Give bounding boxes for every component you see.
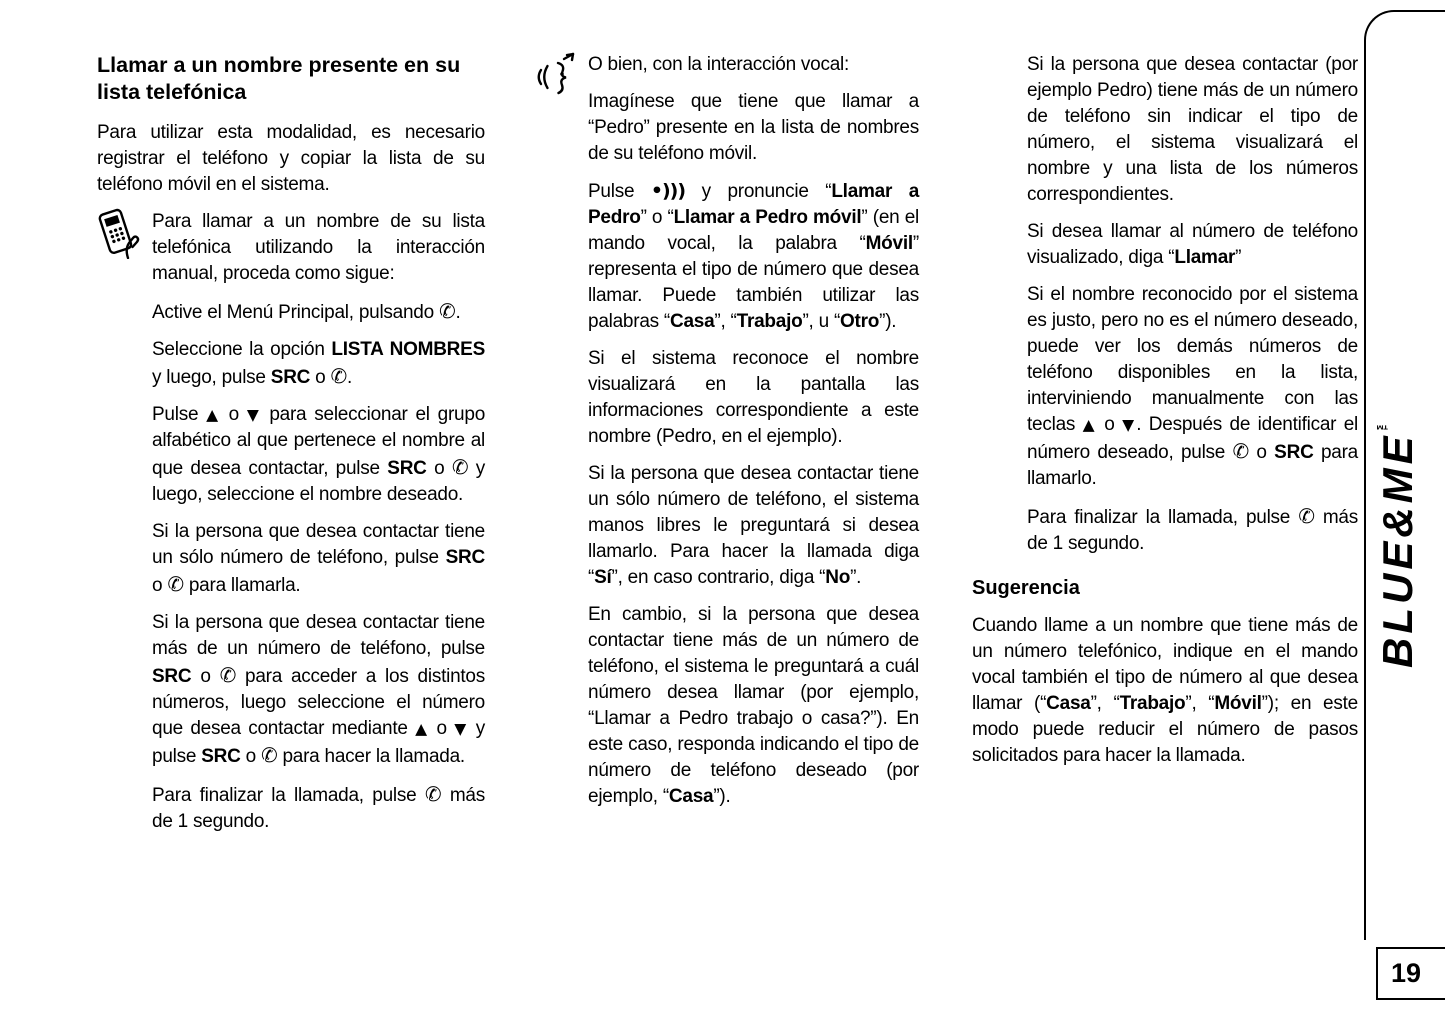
brand-logo bbox=[1374, 338, 1422, 668]
paragraph: O bien, con la interacción vocal: bbox=[533, 52, 919, 78]
section-heading: Sugerencia bbox=[972, 577, 1080, 599]
paragraph: Si la persona que desea contactar tiene un sólo número de teléfono, el sistema manos libres le preguntará si desea llamarlo. Para hacer la llamada diga “Sí”, en caso contrario, diga “No”. bbox=[588, 463, 919, 588]
phone-symbol-icon: ✆ bbox=[1298, 504, 1315, 528]
phone-symbol-icon: ✆ bbox=[219, 663, 237, 687]
up-symbol-icon: ▲ bbox=[1082, 416, 1097, 434]
paragraph: Active el Menú Principal, pulsando ✆. bbox=[152, 299, 461, 323]
paragraph: Pulse •))) y pronuncie “Llamar a Pedro” o “Llamar a Pedro móvil” (en el mando vocal, la palabra “Móvil” representa el tipo de número que desea llamar. Puede también utilizar las palabras “Casa”, “Trabajo”, u “Otro”). bbox=[588, 180, 920, 332]
phone-symbol-icon: ✆ bbox=[438, 299, 456, 323]
voice-symbol-icon: •))) bbox=[650, 180, 686, 202]
phone-symbol-icon: ✆ bbox=[260, 743, 278, 767]
column-middle bbox=[533, 52, 919, 821]
phone-symbol-icon: ✆ bbox=[1232, 439, 1250, 463]
phone-symbol-icon: ✆ bbox=[451, 455, 469, 479]
brand-name: BLUE&ME bbox=[1374, 432, 1421, 668]
page-number: 19 bbox=[1391, 958, 1422, 988]
down-symbol-icon: ▼ bbox=[454, 720, 469, 738]
paragraph: Si el sistema reconoce el nombre visualizará en la pantalla las informaciones correspondiente a este nombre (Pedro, en el ejemplo). bbox=[588, 348, 919, 447]
up-symbol-icon: ▲ bbox=[415, 720, 430, 738]
paragraph: Si desea llamar al número de teléfono visualizado, diga “Llamar” bbox=[1027, 221, 1358, 268]
paragraph: Si la persona que desea contactar tiene un sólo número de teléfono, pulse SRC o ✆ para llamarla. bbox=[152, 521, 485, 596]
page-number-box bbox=[1376, 947, 1445, 1000]
paragraph: Si la persona que desea contactar tiene más de un número de teléfono, pulse SRC o ✆ para acceder a los distintos números, luego seleccione el número que desea contactar mediante ▲ o ▼ y pulse SRC o ✆ para hacer la llamada. bbox=[152, 612, 485, 767]
column-right bbox=[972, 52, 1358, 780]
section-heading: Llamar a un nombre presente en su lista telefónica bbox=[97, 53, 461, 104]
paragraph: Imagínese que tiene que llamar a “Pedro” presente en la lista de nombres de su teléfono móvil. bbox=[588, 91, 919, 164]
paragraph: Para finalizar la llamada, pulse ✆ más de 1 segundo. bbox=[1027, 504, 1358, 554]
paragraph: En cambio, si la persona que desea contactar tiene más de un número de teléfono, el sistema le preguntará a cuál número desea llamar (por ejemplo, “Llamar a Pedro trabajo o casa?”). En este caso, responda indicando el tipo de número de teléfono deseado (por ejemplo, “Casa”). bbox=[588, 604, 919, 807]
paragraph: Pulse ▲ o ▼ para seleccionar el grupo alfabético al que pertenece el nombre al que desea contactar, pulse SRC o ✆ y luego, seleccione el nombre deseado. bbox=[152, 404, 486, 505]
paragraph: Si el nombre reconocido por el sistema es justo, pero no es el número deseado, puede ver los demás números de teléfono disponibles en la lista, interviniendo manualmente con las teclas ▲ o ▼. Después de identificar el número deseado, pulse ✆ o SRC para llamarlo. bbox=[1027, 284, 1358, 489]
paragraph: Para llamar a un nombre de su lista telefónica utilizando la interacción manual, proceda como sigue: bbox=[97, 209, 485, 287]
up-symbol-icon: ▲ bbox=[206, 406, 221, 424]
phone-symbol-icon: ✆ bbox=[167, 572, 184, 596]
paragraph: Para utilizar esta modalidad, es necesario registrar el teléfono y copiar la lista de su teléfono móvil en el sistema. bbox=[97, 122, 485, 195]
paragraph: Para finalizar la llamada, pulse ✆ más de 1 segundo. bbox=[152, 782, 485, 832]
phone-symbol-icon: ✆ bbox=[330, 364, 347, 388]
paragraph: Cuando llame a un nombre que tiene más de un número telefónico, indique en el mando vocal también el tipo de número al que desea llamar (“Casa”, “Trabajo”, “Móvil”); en este modo puede reducir el número de pasos solicitados para hacer la llamada. bbox=[972, 615, 1358, 766]
down-symbol-icon: ▼ bbox=[1122, 416, 1137, 434]
phone-symbol-icon: ✆ bbox=[424, 782, 442, 806]
column-left bbox=[97, 52, 485, 846]
manual-interaction-icon bbox=[97, 207, 143, 259]
paragraph: Seleccione la opción LISTA NOMBRES y luego, pulse SRC o ✆. bbox=[152, 339, 485, 388]
down-symbol-icon: ▼ bbox=[246, 406, 262, 424]
paragraph: Si la persona que desea contactar (por ejemplo Pedro) tiene más de un número de teléfono sin indicar el tipo de número, el sistema visualizará el nombre y una lista de los números correspondientes. bbox=[1027, 54, 1358, 205]
trademark-symbol: ™ bbox=[1375, 417, 1390, 433]
